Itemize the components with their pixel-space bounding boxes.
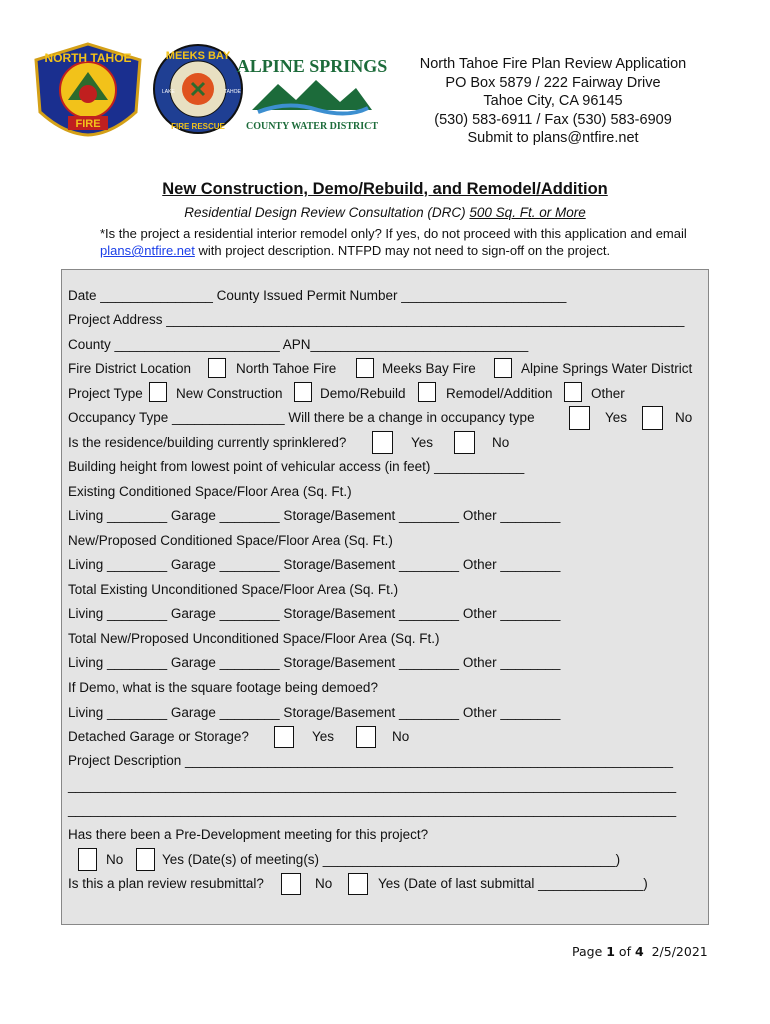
detached-yes-label: Yes [312,729,335,744]
occupancy-row[interactable]: Occupancy Type _______________ Will there be a change in occupancy type [68,410,535,425]
remodel-addition-checkbox[interactable] [418,382,436,402]
north-tahoe-fire-logo [32,42,144,137]
resubmittal-yes-checkbox[interactable] [348,873,368,895]
sprinklered-no-label: No [492,435,510,450]
building-height-row[interactable]: Building height from lowest point of vehicular access (in feet) ____________ [68,459,525,474]
sprinklered-yes-label: Yes [411,435,434,450]
demo-rebuild-label: Demo/Rebuild [320,386,406,401]
plans-email-link[interactable]: plans@ntfire.net [100,243,195,258]
alpine-springs-logo [236,52,388,134]
subtitle-prefix: Residential Design Review Consultation (DRC) [184,205,470,220]
predev-yes-checkbox[interactable] [136,848,155,871]
header-line-3: Tahoe City, CA 96145 [483,93,623,109]
detached-no-checkbox[interactable] [356,726,376,748]
header-line-1: North Tahoe Fire Plan Review Application [419,56,687,72]
occupancy-no-label: No [675,410,693,425]
footer-total-pages: 4 [634,944,644,959]
new-unconditioned-areas[interactable]: Living ________ Garage ________ Storage/Basement ________ Other ________ [68,655,561,670]
project-type-label: Project Type [68,386,143,401]
interior-remodel-note [100,225,700,259]
footer-of: of [614,944,635,959]
resubmittal-no-label: No [315,876,333,891]
fire-district-label: Fire District Location [68,361,192,376]
project-description-line-2[interactable]: _________________________________________________________________________________ [68,778,677,793]
sprinklered-yes-checkbox[interactable] [372,431,393,454]
county-apn-row[interactable]: County ______________________ APN_____________________________ [68,337,529,352]
header-line-2: PO Box 5879 / 222 Fairway Drive [445,74,661,91]
predev-no-checkbox[interactable] [78,848,97,871]
predev-yes-label[interactable]: Yes (Date(s) of meeting(s) _______________________________________) [162,852,621,867]
north-tahoe-fire-label: North Tahoe Fire [236,361,337,376]
occupancy-no-checkbox[interactable] [642,406,663,430]
page-subtitle [0,205,770,220]
new-unconditioned-heading: Total New/Proposed Unconditioned Space/Floor Area (Sq. Ft.) [68,631,440,646]
detached-garage-question: Detached Garage or Storage? [68,729,249,744]
north-tahoe-logo-fire-text: FIRE [75,118,101,130]
meeks-bay-logo-text: MEEKS BAY [165,50,231,62]
north-tahoe-logo-text: NORTH TAHOE [44,51,132,65]
resubmittal-yes-label[interactable]: Yes (Date of last submittal ______________) [378,876,648,891]
alpine-springs-checkbox[interactable] [494,358,512,378]
detached-yes-checkbox[interactable] [274,726,294,748]
new-construction-label: New Construction [176,386,283,401]
resubmittal-no-checkbox[interactable] [281,873,301,895]
other-type-checkbox[interactable] [564,382,582,402]
subtitle-underlined: 500 Sq. Ft. or More [469,205,586,220]
meeks-bay-fire-checkbox[interactable] [356,358,374,378]
demo-areas[interactable]: Living ________ Garage ________ Storage/Basement ________ Other ________ [68,705,561,720]
meeks-bay-fire-label: Meeks Bay Fire [382,361,476,376]
header-line-4: (530) 583-6911 / Fax (530) 583-6909 [434,111,672,128]
alpine-springs-label: Alpine Springs Water District [521,361,693,376]
meeks-bay-logo-rescue-text: FIRE RESCUE [171,122,225,131]
page-footer [572,944,708,959]
new-conditioned-areas[interactable]: Living ________ Garage ________ Storage/Basement ________ Other ________ [68,557,561,572]
existing-conditioned-areas[interactable]: Living ________ Garage ________ Storage/Basement ________ Other ________ [68,508,561,523]
occupancy-yes-label: Yes [605,410,628,425]
demo-footage-question: If Demo, what is the square footage being demoed? [68,680,378,695]
resubmittal-question: Is this a plan review resubmittal? [68,876,264,891]
meeks-bay-logo-right-text: TAHOE [224,89,241,95]
existing-unconditioned-heading: Total Existing Unconditioned Space/Floor Area (Sq. Ft.) [68,582,399,597]
sprinklered-question: Is the residence/building currently sprinklered? [68,435,347,450]
detached-no-label: No [392,729,410,744]
sprinklered-no-checkbox[interactable] [454,431,475,454]
predevelopment-question: Has there been a Pre-Development meeting for this project? [68,827,429,842]
project-address-row[interactable]: Project Address _____________________________________________________________________ [68,312,685,327]
note-part-2: with project description. NTFPD may not need to sign-off on the project. [194,243,611,258]
north-tahoe-fire-checkbox[interactable] [208,358,226,378]
demo-rebuild-checkbox[interactable] [294,382,312,402]
meeks-bay-fire-rescue-logo [152,43,244,135]
date-permit-row[interactable]: Date _______________ County Issued Permit Number ______________________ [68,288,567,303]
remodel-addition-label: Remodel/Addition [446,386,553,401]
header-line-5: Submit to plans@ntfire.net [467,130,639,146]
predev-no-label: No [106,852,124,867]
alpine-logo-subtext: COUNTY WATER DISTRICT [245,121,379,132]
other-type-label: Other [591,386,625,401]
footer-prefix: Page [572,944,607,959]
footer-page-number: 1 [606,944,615,959]
meeks-bay-logo-left-text: LAKE [162,89,175,95]
existing-conditioned-heading: Existing Conditioned Space/Floor Area (Sq. Ft.) [68,484,352,499]
note-part-1: *Is the project a residential interior remodel only? If yes, do not proceed with this application and email [100,226,687,241]
new-conditioned-heading: New/Proposed Conditioned Space/Floor Area (Sq. Ft.) [68,533,393,548]
alpine-logo-text: ALPINE SPRINGS [236,56,388,76]
page-title: New Construction, Demo/Rebuild, and Remodel/Addition [162,180,608,198]
new-construction-checkbox[interactable] [149,382,167,402]
footer-date: 2/5/2021 [643,944,708,959]
existing-unconditioned-areas[interactable]: Living ________ Garage ________ Storage/Basement ________ Other ________ [68,606,561,621]
project-description-row[interactable]: Project Description _________________________________________________________________ [68,753,674,768]
header-address [388,55,718,148]
project-description-line-3[interactable]: _________________________________________________________________________________ [68,802,677,817]
occupancy-yes-checkbox[interactable] [569,406,590,430]
